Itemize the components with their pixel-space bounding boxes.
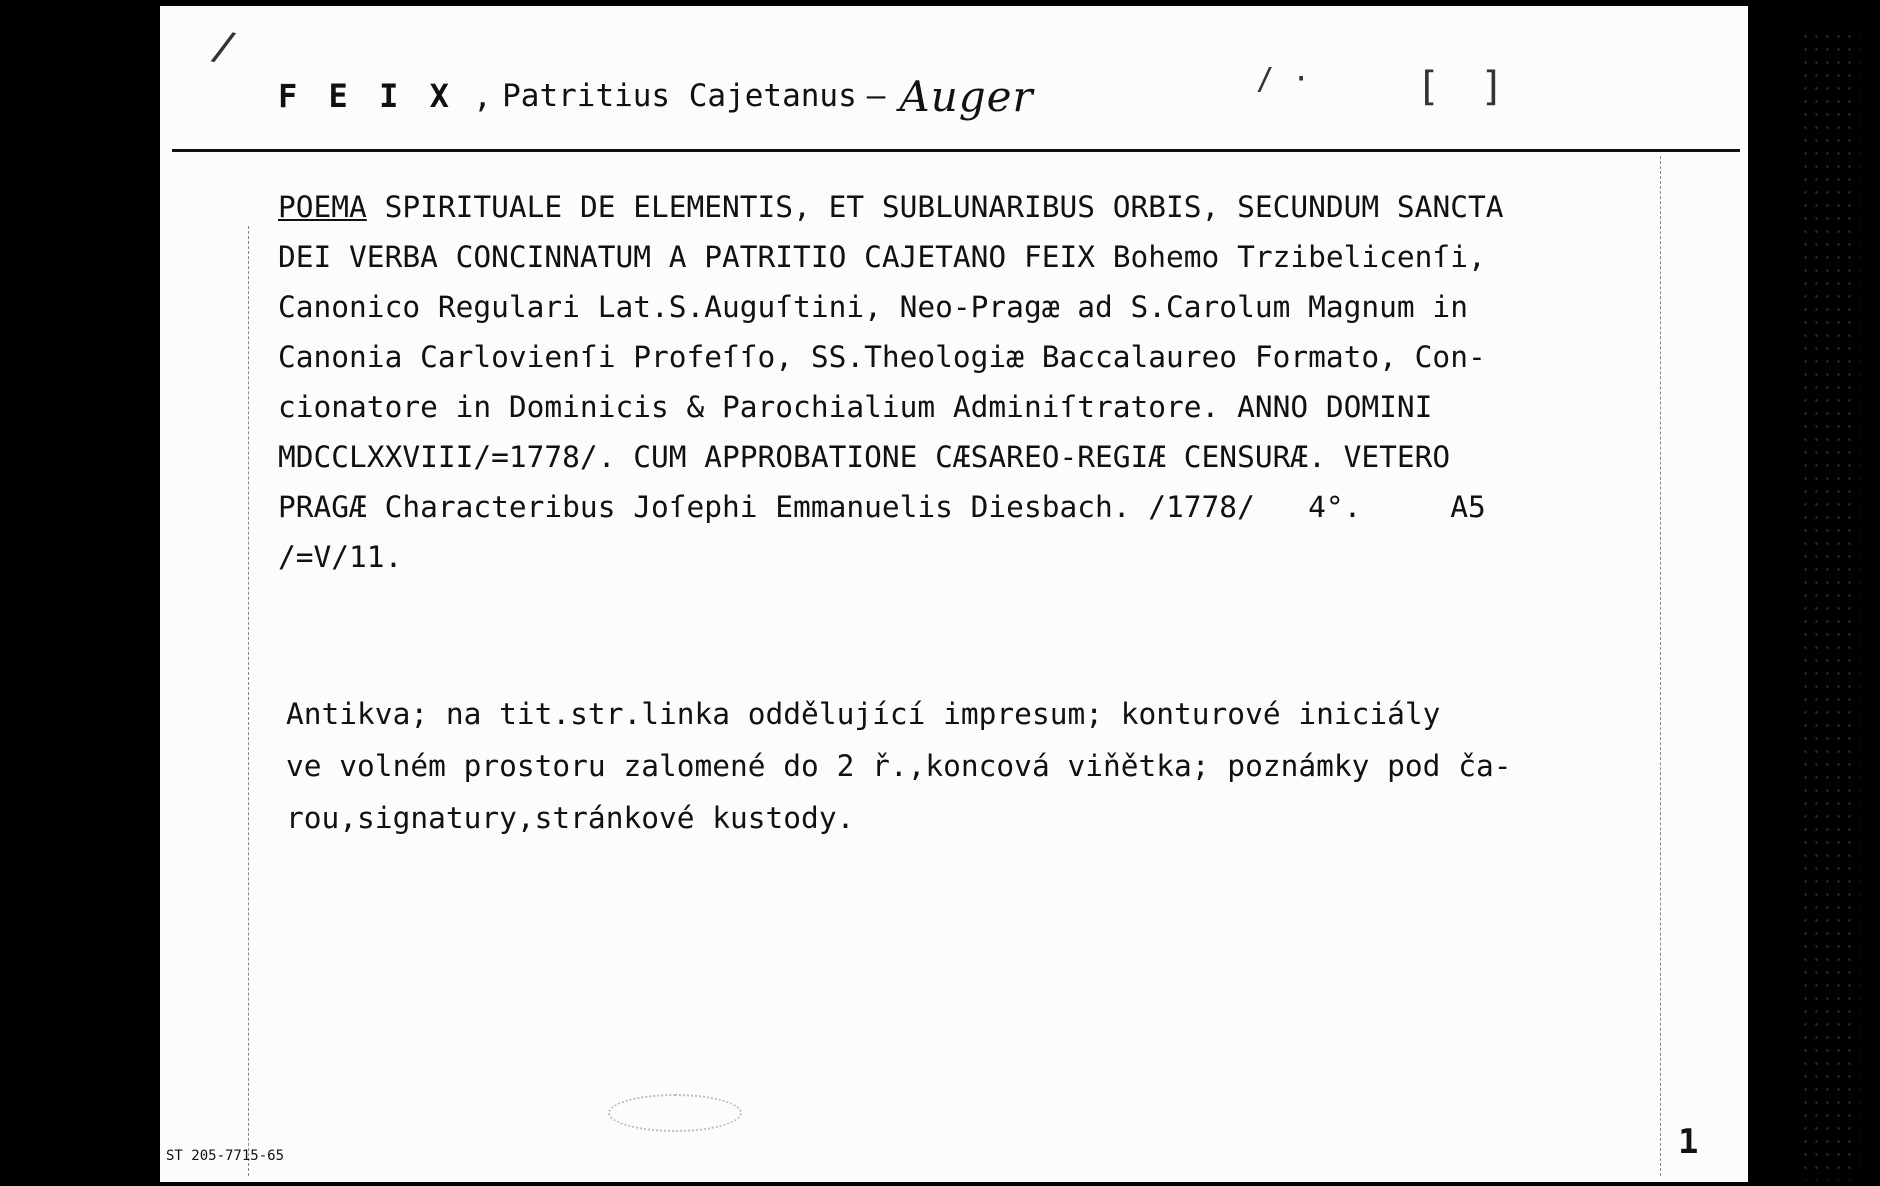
- description-line-3: Canonico Regulari Lat.S.Auguſtini, Neo-Pragæ ad S.Carolum Magnum in: [278, 290, 1468, 324]
- left-margin-line: [248, 226, 249, 1176]
- author-surname: F E I X: [278, 77, 455, 115]
- card-number: 1: [1678, 1122, 1699, 1162]
- pencil-mark-left: /: [207, 21, 241, 73]
- heading-dash: –: [866, 78, 886, 114]
- pencil-mark-right: / ·: [1256, 62, 1311, 97]
- bibliographic-description: [278, 182, 1650, 582]
- heading-comma: ,: [472, 77, 493, 115]
- description-line-7: PRAGÆ Characteribus Joſephi Emmanuelis Diesbach. /1778/ 4°. A5: [278, 490, 1486, 524]
- right-margin-line: [1660, 156, 1661, 1176]
- description-line-1: SPIRITUALE DE ELEMENTIS, ET SUBLUNARIBUS ORBIS, SECUNDUM SANCTA: [384, 190, 1504, 224]
- description-line-6: MDCCLXXVIII/=1778/. CUM APPROBATIONE CÆSAREO-REGIÆ CENSURÆ. VETERO: [278, 440, 1451, 474]
- description-line-8: /=V/11.: [278, 540, 403, 574]
- pencil-bracket-mark: [ ]: [1416, 64, 1513, 110]
- notes-line-1: Antikva; na tit.str.linka oddělující impresum; konturové iniciály: [286, 697, 1441, 731]
- typographic-notes: [286, 688, 1658, 844]
- description-line-5: cionatore in Dominicis & Parochialium Adminiſtratore. ANNO DOMINI: [278, 390, 1433, 424]
- description-line-2: DEI VERBA CONCINNATUM A PATRITIO CAJETANO FEIX Bohemo Trzibelicenſi,: [278, 240, 1486, 274]
- catalog-card: [160, 6, 1748, 1182]
- description-line-4: Canonia Carlovienſi Profeſſo, SS.Theologiæ Baccalaureo Formato, Con-: [278, 340, 1486, 374]
- author-given-names: Patritius Cajetanus: [502, 78, 857, 114]
- notes-line-3: rou,signatury,stránkové kustody.: [286, 801, 855, 835]
- notes-line-2: ve volném prostoru zalomené do 2 ř.,koncová viňětka; poznámky pod ča-: [286, 749, 1512, 783]
- title-word: POEMA: [278, 190, 367, 224]
- handwritten-annotation: Auger: [899, 71, 1034, 121]
- heading-rule: [172, 149, 1740, 152]
- scan-edge-noise: [1800, 30, 1860, 1180]
- card-print-code: ST 205-7715-65: [166, 1148, 285, 1164]
- faint-stamp: [608, 1094, 742, 1132]
